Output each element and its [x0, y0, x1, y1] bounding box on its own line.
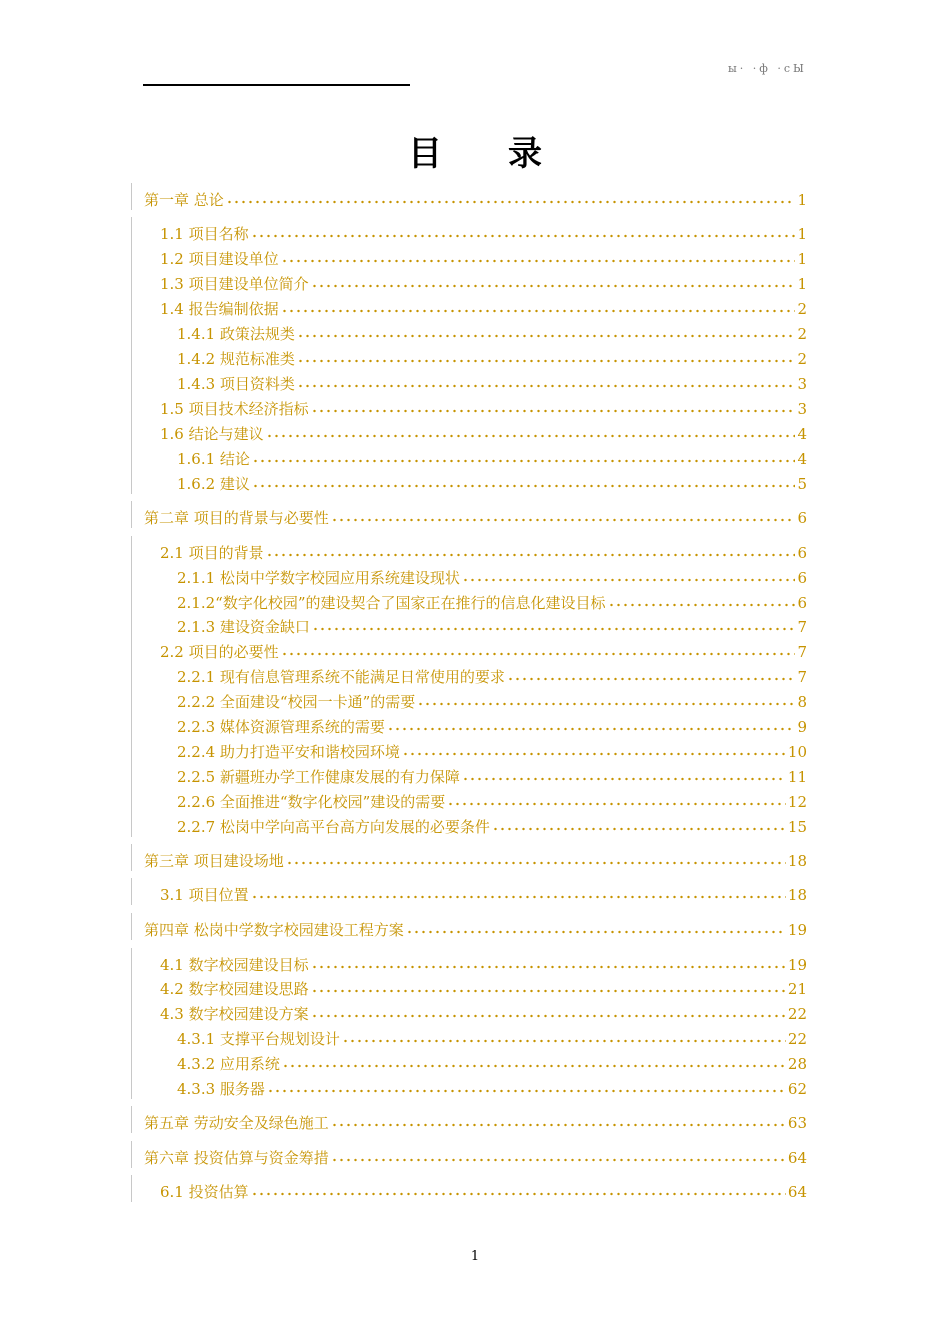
toc-leader-dots: [297, 344, 796, 364]
toc-entry-title[interactable]: 1.5 项目技术经济指标: [160, 400, 309, 418]
toc-entry-title[interactable]: 1.2 项目建设单位: [160, 250, 279, 268]
toc-entry[interactable]: [131, 1143, 807, 1167]
toc-bar: [131, 948, 132, 975]
toc-entry-page[interactable]: 3: [797, 375, 807, 393]
toc-row[interactable]: [177, 469, 807, 493]
toc-entry[interactable]: [131, 787, 807, 811]
toc-bar: [131, 501, 132, 528]
toc-entry[interactable]: [131, 662, 807, 686]
toc-leader-dots: [331, 503, 796, 523]
toc-row[interactable]: [144, 915, 807, 939]
toc-leader-dots: [311, 394, 796, 414]
toc-entry[interactable]: [131, 369, 807, 393]
toc-entry[interactable]: [131, 1108, 807, 1132]
toc-row[interactable]: [177, 737, 807, 761]
toc-entry-page[interactable]: 7: [797, 668, 807, 686]
toc-entry-title[interactable]: 第四章 松岗中学数字校园建设工程方案: [144, 921, 404, 939]
toc-leader-dots: [297, 319, 796, 339]
toc-entry-page[interactable]: 1: [797, 191, 807, 209]
toc-row[interactable]: [177, 1024, 807, 1048]
toc-bar: [131, 1175, 132, 1202]
toc-entry[interactable]: [131, 469, 807, 493]
toc-entry[interactable]: [131, 637, 807, 661]
toc-leader-dots: [266, 419, 796, 439]
toc-bar: [131, 610, 132, 637]
toc-bar: [131, 292, 132, 319]
toc-entry[interactable]: [131, 344, 807, 368]
toc-bar: [131, 417, 132, 444]
toc-row[interactable]: [177, 1074, 807, 1098]
toc-entry-title[interactable]: 3.1 项目位置: [160, 886, 249, 904]
toc-bar: [131, 536, 132, 563]
toc-bar: [131, 561, 132, 588]
toc-row[interactable]: [160, 880, 807, 904]
toc-entry-title[interactable]: 4.2 数字校园建设思路: [160, 980, 309, 998]
toc-row[interactable]: [160, 637, 807, 661]
toc-row[interactable]: [177, 687, 807, 711]
toc-entry-title[interactable]: 1.4.1 政策法规类: [177, 325, 295, 343]
toc-entry-page[interactable]: 64: [787, 1183, 807, 1201]
toc-leader-dots: [311, 974, 786, 994]
toc-entry[interactable]: [131, 444, 807, 468]
toc-entry-page[interactable]: 18: [787, 852, 807, 870]
toc-row[interactable]: [144, 503, 807, 527]
toc-row[interactable]: [144, 185, 807, 209]
toc-title: 目录: [408, 134, 608, 174]
toc-entry-title[interactable]: 2.1.1 松岗中学数字校园应用系统建设现状: [177, 569, 460, 587]
toc-leader-dots: [462, 563, 796, 583]
toc-bar: [131, 878, 132, 905]
toc-bar: [131, 710, 132, 737]
toc-bar: [131, 660, 132, 687]
toc-bar: [131, 342, 132, 369]
toc-entry-page[interactable]: 11: [787, 768, 807, 786]
toc-entry-page[interactable]: 6: [797, 544, 807, 562]
toc-entry-page[interactable]: 4: [797, 425, 807, 443]
toc-row[interactable]: [160, 419, 807, 443]
toc-entry[interactable]: [131, 294, 807, 318]
toc-leader-dots: [251, 1177, 786, 1197]
toc-entry[interactable]: [131, 846, 807, 870]
toc-leader-dots: [286, 846, 786, 866]
toc-bar: [131, 913, 132, 940]
toc-bar: [131, 586, 132, 613]
toc-leader-dots: [251, 880, 786, 900]
toc-entry-page[interactable]: 9: [797, 718, 807, 736]
toc-bar: [131, 785, 132, 812]
toc-bar: [131, 735, 132, 762]
toc-row[interactable]: [160, 974, 807, 998]
toc-entry-title[interactable]: 1.4.2 规范标准类: [177, 350, 295, 368]
toc-leader-dots: [331, 1143, 786, 1163]
toc-bar: [131, 972, 132, 999]
toc-entry[interactable]: [131, 269, 807, 293]
toc-entry[interactable]: [131, 880, 807, 904]
toc-leader-dots: [226, 185, 796, 205]
toc-leader-dots: [406, 915, 786, 935]
toc-bar: [131, 1106, 132, 1133]
toc-entry-title[interactable]: 2.2 项目的必要性: [160, 643, 279, 661]
toc-bar: [131, 844, 132, 871]
toc-entry[interactable]: [131, 1049, 807, 1073]
toc-row[interactable]: [177, 612, 807, 636]
toc-row[interactable]: [144, 1143, 807, 1167]
toc-leader-dots: [282, 1049, 786, 1069]
toc-entry[interactable]: [131, 588, 807, 612]
toc-entry-page[interactable]: 7: [797, 643, 807, 661]
toc-entry-page[interactable]: 6: [797, 594, 807, 612]
toc-entry-title[interactable]: 1.4.3 项目资料类: [177, 375, 295, 393]
toc-entry-title[interactable]: 1.6.1 结论: [177, 450, 250, 468]
toc-leader-dots: [252, 469, 796, 489]
toc-bar: [131, 1022, 132, 1049]
toc-entry-page[interactable]: 10: [787, 743, 807, 761]
toc-entry-title[interactable]: 第六章 投资估算与资金筹措: [144, 1149, 329, 1167]
toc-row[interactable]: [177, 762, 807, 786]
toc-bar: [131, 183, 132, 210]
toc-entry-title[interactable]: 2.2.1 现有信息管理系统不能满足日常使用的要求: [177, 668, 505, 686]
toc-entry[interactable]: [131, 219, 807, 243]
toc-row[interactable]: [177, 563, 807, 587]
toc-leader-dots: [331, 1108, 786, 1128]
toc-entry-title[interactable]: 第三章 项目建设场地: [144, 852, 284, 870]
toc-entry-page[interactable]: 3: [797, 400, 807, 418]
toc-bar: [131, 267, 132, 294]
toc-entry-page[interactable]: 19: [787, 956, 807, 974]
toc-entry-title[interactable]: 2.1 项目的背景: [160, 544, 264, 562]
toc-entry-page[interactable]: 7: [797, 618, 807, 636]
toc-row[interactable]: [144, 1108, 807, 1132]
toc-leader-dots: [281, 294, 796, 314]
toc-entry-title[interactable]: 2.2.3 媒体资源管理系统的需要: [177, 718, 385, 736]
toc-entry-page[interactable]: 2: [797, 350, 807, 368]
toc-leader-dots: [342, 1024, 786, 1044]
toc-row[interactable]: [160, 950, 807, 974]
toc-bar: [131, 367, 132, 394]
toc-entry[interactable]: [131, 1074, 807, 1098]
toc-entry[interactable]: [131, 812, 807, 836]
toc-entry-title[interactable]: 2.2.2 全面建设“校园一卡通”的需要: [177, 693, 416, 711]
toc-leader-dots: [251, 219, 796, 239]
toc-entry-title[interactable]: 4.1 数字校园建设目标: [160, 956, 309, 974]
toc-entry-title[interactable]: 1.1 项目名称: [160, 225, 249, 243]
toc-bar: [131, 442, 132, 469]
toc-row[interactable]: [177, 812, 807, 836]
page-number: 1: [470, 1249, 480, 1264]
toc-entry-page[interactable]: 19: [787, 921, 807, 939]
toc-entry-page[interactable]: 1: [797, 275, 807, 293]
toc-leader-dots: [311, 999, 786, 1019]
toc-entry-page[interactable]: 4: [797, 450, 807, 468]
toc-bar: [131, 317, 132, 344]
toc-entry-page[interactable]: 22: [787, 1005, 807, 1023]
toc-leader-dots: [281, 244, 796, 264]
toc-row[interactable]: [160, 244, 807, 268]
toc-entry-title[interactable]: 1.6 结论与建议: [160, 425, 264, 443]
toc-entry-page[interactable]: 64: [787, 1149, 807, 1167]
toc-row[interactable]: [177, 369, 807, 393]
toc-row[interactable]: [160, 1177, 807, 1201]
toc-row[interactable]: [160, 219, 807, 243]
toc-entry[interactable]: [131, 185, 807, 209]
toc-entry-title[interactable]: 4.3.3 服务器: [177, 1080, 265, 1098]
toc-entry-title[interactable]: 第一章 总论: [144, 191, 224, 209]
toc-bar: [131, 217, 132, 244]
toc-row[interactable]: [177, 444, 807, 468]
toc-bar: [131, 810, 132, 837]
toc-leader-dots: [297, 369, 796, 389]
toc-entry[interactable]: [131, 563, 807, 587]
toc-leader-dots: [402, 737, 786, 757]
toc-entry-page[interactable]: 22: [787, 1030, 807, 1048]
toc-row[interactable]: [160, 269, 807, 293]
toc-entry[interactable]: [131, 503, 807, 527]
toc-row[interactable]: [160, 294, 807, 318]
toc-entry-title[interactable]: 2.2.6 全面推进“数字化校园”建设的需要: [177, 793, 446, 811]
toc-entry[interactable]: [131, 915, 807, 939]
toc-entry-title[interactable]: 4.3.1 支撑平台规划设计: [177, 1030, 340, 1048]
toc-row[interactable]: [177, 588, 807, 612]
toc-entry[interactable]: [131, 538, 807, 562]
toc-entry-page[interactable]: 12: [787, 793, 807, 811]
toc-entry-page[interactable]: 63: [787, 1114, 807, 1132]
toc-entry-title[interactable]: 第二章 项目的背景与必要性: [144, 509, 329, 527]
toc-leader-dots: [266, 538, 796, 558]
toc-entry-page[interactable]: 2: [797, 325, 807, 343]
toc-entry-title[interactable]: 2.2.4 助力打造平安和谐校园环境: [177, 743, 400, 761]
toc-bar: [131, 242, 132, 269]
toc-row[interactable]: [177, 344, 807, 368]
toc-leader-dots: [267, 1074, 786, 1094]
toc-leader-dots: [507, 662, 796, 682]
toc-row[interactable]: [177, 712, 807, 736]
toc-entry[interactable]: [131, 1024, 807, 1048]
toc-row[interactable]: [160, 538, 807, 562]
toc-entry-title[interactable]: 1.3 项目建设单位简介: [160, 275, 309, 293]
toc-entry-title[interactable]: 2.2.7 松岗中学向高平台高方向发展的必要条件: [177, 818, 490, 836]
toc-row[interactable]: [160, 394, 807, 418]
toc-entry[interactable]: [131, 950, 807, 974]
toc-entry-page[interactable]: 21: [787, 980, 807, 998]
toc-entry-page[interactable]: 28: [787, 1055, 807, 1073]
toc-entry-title[interactable]: 2.2.5 新疆班办学工作健康发展的有力保障: [177, 768, 460, 786]
toc-bar: [131, 1047, 132, 1074]
toc-row[interactable]: [177, 319, 807, 343]
toc-bar: [131, 392, 132, 419]
toc-entry[interactable]: [131, 1177, 807, 1201]
toc-entry-page[interactable]: 2: [797, 300, 807, 318]
toc-entry-page[interactable]: 5: [797, 475, 807, 493]
toc-row[interactable]: [144, 846, 807, 870]
toc-entry[interactable]: [131, 244, 807, 268]
toc-leader-dots: [281, 637, 796, 657]
toc-entry[interactable]: [131, 762, 807, 786]
toc-row[interactable]: [177, 1049, 807, 1073]
toc-leader-dots: [387, 712, 796, 732]
toc-leader-dots: [462, 762, 786, 782]
toc-row[interactable]: [177, 787, 807, 811]
toc-bar: [131, 997, 132, 1024]
toc-bar: [131, 760, 132, 787]
toc-bar: [131, 635, 132, 662]
toc-leader-dots: [447, 787, 786, 807]
toc-row[interactable]: [160, 999, 807, 1023]
toc-entry[interactable]: [131, 319, 807, 343]
toc-entry-title[interactable]: 6.1 投资估算: [160, 1183, 249, 1201]
toc-entry[interactable]: [131, 737, 807, 761]
toc-entry-page[interactable]: 18: [787, 886, 807, 904]
toc-bar: [131, 1141, 132, 1168]
toc-entry-page[interactable]: 8: [797, 693, 807, 711]
header-text: ы· ·ф ·сЫ: [728, 62, 807, 75]
toc-bar: [131, 467, 132, 494]
toc-leader-dots: [417, 687, 795, 707]
toc-entry-title[interactable]: 1.4 报告编制依据: [160, 300, 279, 318]
toc-entry[interactable]: [131, 394, 807, 418]
toc-leader-dots: [312, 612, 796, 632]
toc-entry-page[interactable]: 62: [787, 1080, 807, 1098]
toc-entry-title[interactable]: 4.3 数字校园建设方案: [160, 1005, 309, 1023]
toc-entry[interactable]: [131, 419, 807, 443]
toc-entry-page[interactable]: 1: [797, 250, 807, 268]
toc-entry-title[interactable]: 2.1.3 建设资金缺口: [177, 618, 310, 636]
toc-entry[interactable]: [131, 612, 807, 636]
toc-entry-title[interactable]: 2.1.2“数字化校园”的建设契合了国家正在推行的信息化建设目标: [177, 594, 606, 612]
toc-entry-title[interactable]: 4.3.2 应用系统: [177, 1055, 280, 1073]
toc-leader-dots: [252, 444, 796, 464]
toc-bar: [131, 685, 132, 712]
toc-entry-title[interactable]: 1.6.2 建议: [177, 475, 250, 493]
toc-row[interactable]: [177, 662, 807, 686]
toc-entry[interactable]: [131, 712, 807, 736]
toc-entry-page[interactable]: 15: [787, 818, 807, 836]
toc-entry-page[interactable]: 6: [797, 569, 807, 587]
toc-entry[interactable]: [131, 687, 807, 711]
toc-entry-page[interactable]: 1: [797, 225, 807, 243]
toc-entry-title[interactable]: 第五章 劳动安全及绿色施工: [144, 1114, 329, 1132]
toc-leader-dots: [311, 950, 786, 970]
toc-entry-page[interactable]: 6: [797, 509, 807, 527]
header-rule: [143, 84, 410, 86]
toc-entry[interactable]: [131, 999, 807, 1023]
toc-leader-dots: [608, 588, 796, 608]
toc-bar: [131, 1072, 132, 1099]
toc-entry[interactable]: [131, 974, 807, 998]
toc-leader-dots: [311, 269, 796, 289]
toc-leader-dots: [492, 812, 786, 832]
